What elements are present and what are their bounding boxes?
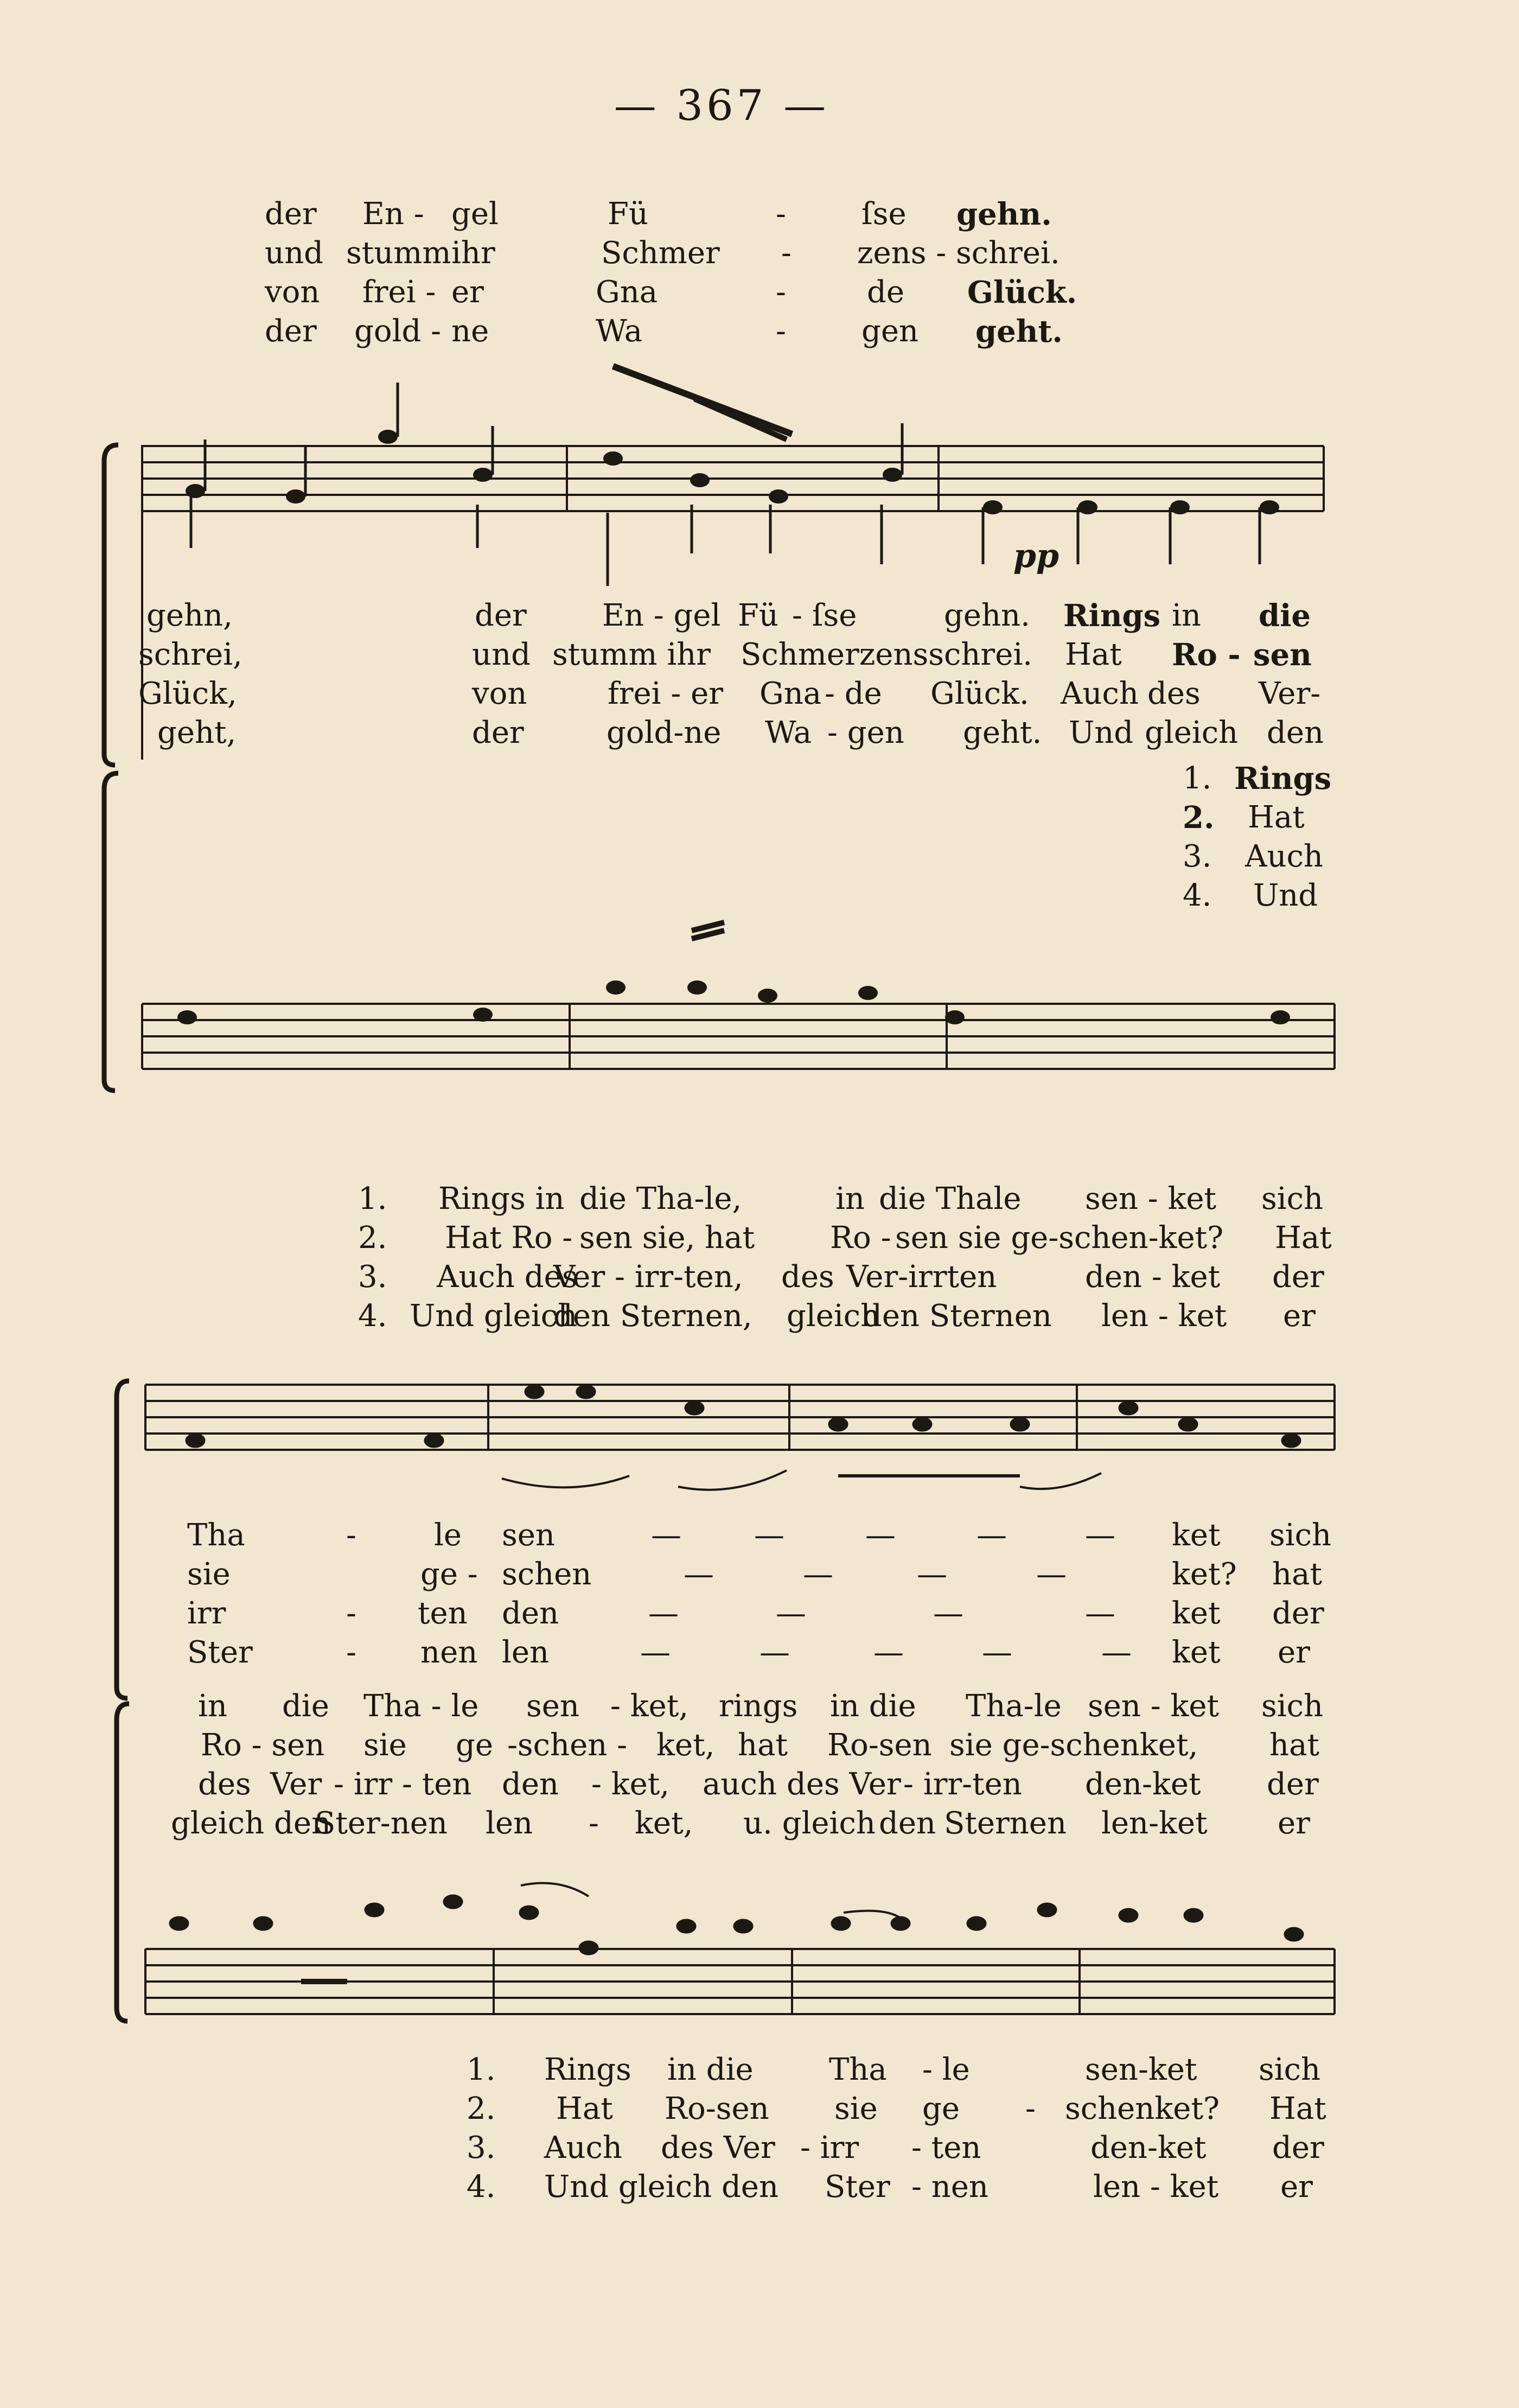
- syllable: len: [502, 1635, 550, 1670]
- syllable: frei - er: [608, 676, 723, 711]
- syllable: -: [346, 1596, 356, 1631]
- syllable: —: [1085, 1518, 1115, 1553]
- lyrics-row: [0, 1634, 1519, 1673]
- syllable: ihr: [451, 235, 495, 271]
- verse-number: 4.: [1183, 878, 1212, 913]
- syllable: Fü: [608, 196, 648, 232]
- staff-2: [142, 922, 1335, 1069]
- syllable: des Ver: [787, 1767, 901, 1802]
- syllable: den: [879, 1806, 936, 1841]
- syllable: Tha-le: [966, 1689, 1062, 1724]
- syllable: En - gel: [602, 598, 721, 633]
- staff-4-notes: [169, 1895, 1304, 1955]
- verse-number: 1.: [1183, 761, 1212, 796]
- syllable: Ro -: [1172, 637, 1241, 673]
- verse-number: 2.: [358, 1220, 387, 1256]
- syllable: —: [1036, 1557, 1067, 1592]
- syllable: sen: [526, 1689, 579, 1724]
- syllable: len - ket: [1093, 2169, 1219, 2205]
- lyrics-block-6: [0, 1687, 1519, 1844]
- syllable: ket: [1172, 1518, 1221, 1553]
- syllable: Gna: [596, 275, 658, 310]
- syllable: ge: [922, 2091, 960, 2126]
- syllable: —: [640, 1635, 671, 1670]
- lyrics-block-7: [0, 2051, 1519, 2207]
- syllable: sen sie, hat: [579, 1220, 755, 1256]
- lyrics-block-3: [0, 760, 1519, 916]
- syllable: - de: [825, 676, 882, 711]
- lyrics-row: [0, 1258, 1519, 1297]
- syllable: gehn.: [944, 598, 1030, 633]
- verse-number: 3.: [1183, 839, 1212, 874]
- syllable: -: [776, 275, 786, 310]
- syllable: er: [1278, 1806, 1310, 1841]
- syllable: Rings: [544, 2052, 631, 2087]
- syllable: Wa: [765, 715, 812, 750]
- syllable: den: [1267, 715, 1324, 750]
- lyrics-row: [0, 1297, 1519, 1336]
- syllable: ne: [451, 314, 489, 349]
- syllable: auch: [703, 1767, 777, 1802]
- syllable: den Sternen: [863, 1298, 1052, 1334]
- syllable: Sternen: [944, 1806, 1067, 1841]
- syllable: er: [451, 275, 484, 310]
- syllable: gehn.: [956, 196, 1052, 232]
- lyrics-row: [0, 234, 1519, 273]
- syllable: Ro-sen: [665, 2091, 769, 2126]
- verse-number: 2.: [1183, 800, 1215, 836]
- syllable: - le: [922, 2052, 970, 2087]
- syllable: die Tha-le,: [579, 1181, 742, 1216]
- syllable: - ket,: [591, 1767, 670, 1802]
- syllable: die Thale: [879, 1181, 1022, 1216]
- syllable: Schmer: [601, 235, 720, 271]
- syllable: - irr-ten: [903, 1767, 1022, 1802]
- syllable: Ro -: [830, 1220, 891, 1256]
- syllable: geht.: [963, 715, 1042, 750]
- syllable: Ver-irrten: [846, 1259, 997, 1295]
- syllable: hat: [738, 1728, 788, 1763]
- syllable: irr: [187, 1596, 226, 1631]
- syllable: sie: [187, 1557, 231, 1592]
- verse-number: 2.: [467, 2091, 496, 2126]
- syllable: - irr: [800, 2130, 859, 2165]
- syllable: in: [198, 1689, 227, 1724]
- syllable: sich: [1261, 1689, 1324, 1724]
- syllable: —: [776, 1596, 806, 1631]
- syllable: —: [873, 1635, 904, 1670]
- syllable: des: [198, 1767, 251, 1802]
- syllable: gleich: [787, 1298, 880, 1334]
- syllable: -: [346, 1518, 356, 1553]
- syllable: hat: [1269, 1728, 1319, 1763]
- syllable: der: [265, 314, 317, 349]
- syllable: Auch: [544, 2130, 622, 2165]
- syllable: Tha: [829, 2052, 887, 2087]
- syllable: Rings: [1234, 761, 1332, 797]
- syllable: Glück.: [967, 275, 1077, 310]
- lyrics-row: [0, 1595, 1519, 1634]
- syllable: gleich den: [171, 1806, 331, 1841]
- lyrics-row: [0, 1180, 1519, 1219]
- lyrics-row: [0, 273, 1519, 313]
- syllable: schenket?: [1065, 2091, 1220, 2126]
- verse-number: 4.: [467, 2169, 496, 2205]
- lyrics-row: [0, 636, 1519, 675]
- syllable: zens - schrei.: [857, 235, 1060, 271]
- lyrics-row: [0, 195, 1519, 234]
- syllable: —: [917, 1557, 947, 1592]
- syllable: -: [346, 1635, 356, 1670]
- syllable: den Sternen,: [553, 1298, 752, 1334]
- syllable: ket,: [635, 1806, 693, 1841]
- syllable: geht.: [975, 314, 1063, 349]
- syllable: Rings: [1063, 598, 1161, 634]
- syllable: u. gleich: [743, 1806, 876, 1841]
- syllable: frei -: [362, 275, 436, 310]
- lyrics-row: [0, 877, 1519, 916]
- syllable: -: [1025, 2091, 1036, 2126]
- syllable: den: [502, 1596, 559, 1631]
- syllable: er: [1280, 2169, 1313, 2205]
- syllable: - irr - ten: [334, 1767, 472, 1802]
- staff-1: [142, 366, 1324, 511]
- syllable: Ro - sen: [201, 1728, 325, 1763]
- syllable: ket?: [1172, 1557, 1237, 1592]
- syllable: Hat: [1275, 1220, 1332, 1256]
- lyrics-block-4: [0, 1180, 1519, 1336]
- syllable: —: [865, 1518, 896, 1553]
- lyrics-row: [0, 799, 1519, 838]
- lyrics-row: [0, 1727, 1519, 1766]
- lyrics-row: [0, 313, 1519, 352]
- syllable: sich: [1269, 1518, 1332, 1553]
- syllable: len: [486, 1806, 533, 1841]
- page-number: — 367 —: [614, 81, 829, 130]
- syllable: hat: [1272, 1557, 1322, 1592]
- syllable: der: [1267, 1767, 1319, 1802]
- syllable: Hat: [1065, 637, 1122, 672]
- syllable: Hat: [556, 2091, 613, 2126]
- syllable: gold -: [354, 314, 442, 349]
- syllable: Schmerzensschrei.: [741, 637, 1033, 672]
- syllable: Hat Ro -: [445, 1220, 573, 1256]
- verse-number: 1.: [467, 2052, 496, 2087]
- syllable: —: [754, 1518, 784, 1553]
- syllable: Tha: [187, 1518, 245, 1553]
- syllable: - ten: [911, 2130, 981, 2165]
- dynamic-marking: pp: [1013, 537, 1059, 575]
- lyrics-row: [0, 1219, 1519, 1258]
- syllable: Ver-: [1259, 676, 1321, 711]
- syllable: —: [976, 1518, 1007, 1553]
- lyrics-row: [0, 1556, 1519, 1595]
- syllable: er: [1283, 1298, 1316, 1334]
- syllable: sen: [1253, 637, 1312, 673]
- syllable: ket: [1172, 1596, 1221, 1631]
- lyrics-block-2: [0, 597, 1519, 753]
- syllable: sen: [502, 1518, 555, 1553]
- syllable: ge: [456, 1728, 493, 1763]
- syllable: der: [1272, 2130, 1324, 2165]
- verse-number: 1.: [358, 1181, 387, 1216]
- syllable: Ver - irr-ten,: [553, 1259, 743, 1295]
- syllable: Ro-sen: [827, 1728, 932, 1763]
- syllable: Und gleich: [410, 1298, 578, 1334]
- syllable: Ster-nen: [315, 1806, 448, 1841]
- syllable: von: [265, 275, 320, 310]
- syllable: -: [589, 1806, 599, 1841]
- lyrics-row: [0, 2129, 1519, 2168]
- syllable: gel: [451, 196, 499, 232]
- syllable: Wa: [596, 314, 643, 349]
- syllable: Auch: [1245, 839, 1323, 874]
- syllable: -: [781, 235, 792, 271]
- verse-number: 4.: [358, 1298, 387, 1334]
- syllable: sich: [1259, 2052, 1321, 2087]
- syllable: Glück.: [930, 676, 1029, 711]
- lyrics-row: [0, 2090, 1519, 2129]
- staff-4: [145, 1883, 1335, 2015]
- syllable: der: [475, 598, 527, 633]
- lyrics-row: [0, 1766, 1519, 1805]
- syllable: schrei,: [138, 637, 242, 672]
- syllable: —: [651, 1518, 681, 1553]
- syllable: er: [1278, 1635, 1310, 1670]
- syllable: —: [982, 1635, 1012, 1670]
- syllable: len - ket: [1101, 1298, 1227, 1334]
- syllable: —: [648, 1596, 679, 1631]
- syllable: Hat: [1269, 2091, 1326, 2126]
- syllable: de: [867, 275, 904, 310]
- syllable: sen sie ge-schen-ket?: [895, 1220, 1224, 1256]
- syllable: von: [472, 676, 527, 711]
- syllable: sen-ket: [1085, 2052, 1197, 2087]
- syllable: -: [776, 196, 786, 232]
- syllable: sich: [1261, 1181, 1324, 1216]
- syllable: der: [472, 715, 524, 750]
- syllable: die: [1259, 598, 1311, 634]
- syllable: Und gleich den: [544, 2169, 779, 2205]
- syllable: ſse: [861, 196, 907, 232]
- syllable: Glück,: [138, 676, 237, 711]
- syllable: gleich: [1145, 715, 1239, 750]
- syllable: und: [472, 637, 531, 672]
- syllable: den - ket: [1085, 1259, 1221, 1295]
- syllable: der: [265, 196, 317, 232]
- syllable: Ster: [825, 2169, 890, 2205]
- syllable: Auch: [1061, 676, 1139, 711]
- syllable: - ket,: [610, 1689, 689, 1724]
- lyrics-row: [0, 760, 1519, 799]
- lyrics-block-5: [0, 1517, 1519, 1673]
- syllable: —: [1101, 1635, 1132, 1670]
- lyrics-block-1: [0, 195, 1519, 352]
- syllable: und: [265, 235, 323, 271]
- syllable: ten: [418, 1596, 468, 1631]
- syllable: gehn,: [146, 598, 233, 633]
- syllable: —: [684, 1557, 714, 1592]
- verse-number: 3.: [358, 1259, 387, 1295]
- syllable: ket: [1172, 1635, 1221, 1670]
- syllable: sie ge-schenket,: [949, 1728, 1198, 1763]
- lyrics-row: [0, 1517, 1519, 1556]
- syllable: —: [760, 1635, 790, 1670]
- syllable: stumm ihr: [552, 637, 711, 672]
- syllable: gold-ne: [607, 715, 722, 750]
- syllable: En -: [362, 196, 424, 232]
- syllable: in die: [830, 1689, 916, 1724]
- syllable: Gna: [760, 676, 822, 711]
- syllable: Auch des: [437, 1259, 578, 1295]
- syllable: sie: [363, 1728, 407, 1763]
- verse-number: 3.: [467, 2130, 496, 2165]
- syllable: den: [502, 1767, 559, 1802]
- syllable: Und: [1253, 878, 1318, 913]
- syllable: der: [1272, 1596, 1324, 1631]
- syllable: Rings in: [438, 1181, 565, 1216]
- syllable: len-ket: [1101, 1806, 1208, 1841]
- syllable: nen: [420, 1635, 478, 1670]
- syllable: sie: [834, 2091, 878, 2126]
- syllable: die: [282, 1689, 329, 1724]
- syllable: stumm: [346, 235, 451, 271]
- lyrics-row: [0, 675, 1519, 714]
- syllable: des: [1147, 676, 1201, 711]
- lyrics-row: [0, 2168, 1519, 2207]
- syllable: -schen -: [507, 1728, 628, 1763]
- syllable: Fü: [738, 598, 778, 633]
- syllable: ge -: [420, 1557, 478, 1592]
- syllable: Ver: [270, 1767, 322, 1802]
- lyrics-row: [0, 2051, 1519, 2090]
- lyrics-row: [0, 1805, 1519, 1844]
- syllable: des: [781, 1259, 834, 1295]
- syllable: —: [1085, 1596, 1115, 1631]
- syllable: Und: [1069, 715, 1134, 750]
- staff-3: [145, 1385, 1335, 1490]
- syllable: - gen: [827, 715, 904, 750]
- syllable: in: [1172, 598, 1201, 633]
- syllable: Hat: [1248, 800, 1305, 835]
- syllable: le: [434, 1518, 462, 1553]
- syllable: in: [835, 1181, 865, 1216]
- lyrics-row: [0, 838, 1519, 877]
- syllable: sen - ket: [1085, 1181, 1217, 1216]
- syllable: sen - ket: [1088, 1689, 1220, 1724]
- syllable: - nen: [911, 2169, 988, 2205]
- syllable: ket,: [656, 1728, 715, 1763]
- syllable: rings: [719, 1689, 798, 1724]
- syllable: - ſse: [792, 598, 857, 633]
- syllable: gen: [861, 314, 919, 349]
- syllable: Ster: [187, 1635, 253, 1670]
- lyrics-row: [0, 714, 1519, 753]
- syllable: der: [1272, 1259, 1324, 1295]
- syllable: den-ket: [1090, 2130, 1207, 2165]
- syllable: den-ket: [1085, 1767, 1201, 1802]
- syllable: geht,: [157, 715, 237, 750]
- lyrics-row: [0, 1687, 1519, 1727]
- lyrics-row: [0, 597, 1519, 636]
- syllable: in die: [667, 2052, 754, 2087]
- syllable: -: [776, 314, 786, 349]
- syllable: Tha - le: [363, 1689, 479, 1724]
- syllable: —: [803, 1557, 833, 1592]
- syllable: schen: [502, 1557, 592, 1592]
- syllable: des Ver: [661, 2130, 775, 2165]
- syllable: —: [933, 1596, 963, 1631]
